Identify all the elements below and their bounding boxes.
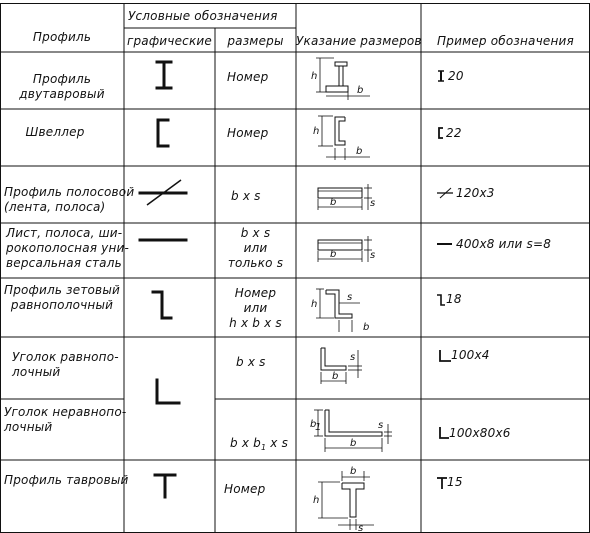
row-sizes: b x s: [236, 355, 266, 369]
row-name: Уголок равнопо- лочный: [12, 350, 119, 379]
svg-text:b: b: [310, 419, 317, 430]
svg-text:s: s: [378, 420, 384, 431]
t-profile-icon: [155, 475, 175, 497]
row-name: Профиль двутавровый: [19, 72, 105, 101]
svg-text:b: b: [350, 466, 357, 477]
svg-text:s: s: [350, 352, 356, 363]
strip-dimension-sketch: [318, 184, 375, 210]
svg-text:b: b: [332, 371, 339, 382]
row-sizes: b x s: [231, 189, 261, 203]
sizes-b: b x b: [230, 436, 261, 450]
svg-text:s: s: [358, 523, 364, 533]
svg-text:b: b: [350, 438, 357, 449]
svg-text:b: b: [363, 322, 370, 333]
subscript-1: 1: [315, 422, 322, 433]
row-example: 20: [448, 69, 464, 83]
svg-text:s: s: [370, 198, 376, 209]
svg-text:h: h: [313, 126, 320, 137]
i-beam-icon: [157, 62, 171, 88]
header-example: Пример обозначения: [437, 34, 574, 48]
svg-text:b: b: [330, 197, 337, 208]
sizes-subscript: 1: [261, 443, 267, 452]
svg-text:h: h: [313, 495, 320, 506]
t-profile-dimension-sketch: [313, 466, 374, 533]
row-name: Профиль тавровый: [4, 473, 129, 487]
header-symbols: Условные обозначения: [128, 9, 278, 23]
row-name: Лист, полоса, ши- рокополосная уни- версальная сталь: [6, 226, 130, 270]
svg-text:b: b: [330, 249, 337, 260]
svg-text:h: h: [311, 71, 318, 82]
row-sizes: Номер или h x b x s: [229, 286, 282, 330]
header-sizes: размеры: [227, 34, 284, 48]
row-example: 100x80x6: [449, 426, 511, 440]
row-sizes: Номер: [227, 70, 269, 84]
strip-slash-icon: [140, 180, 186, 205]
header-dims: Указание размеров: [296, 34, 422, 48]
example-angle-icon: [440, 427, 449, 438]
svg-text:b: b: [356, 146, 363, 157]
row-name: Уголок неравнопо- лочный: [4, 405, 127, 434]
row-example: 15: [447, 475, 463, 489]
row-example: 100x4: [451, 348, 490, 362]
channel-dimension-sketch: [313, 116, 370, 160]
example-z-profile-icon: [437, 295, 445, 305]
row-sizes: Номер: [227, 126, 269, 140]
angle-icon: [157, 380, 179, 403]
svg-text:s: s: [347, 292, 353, 303]
row-name: Профиль зетовый равнополочный: [3, 283, 121, 312]
sheet-dimension-sketch: [318, 236, 375, 262]
row-sizes: [222, 421, 294, 452]
row-example: 22: [446, 126, 462, 140]
header-profile: Профиль: [32, 30, 92, 44]
z-profile-dimension-sketch: [311, 289, 369, 333]
example-strip-slash-icon: [437, 188, 453, 198]
example-t-profile-icon: [437, 478, 447, 489]
header-graphic: графические: [126, 34, 213, 48]
i-beam-dimension-sketch: [311, 58, 370, 100]
channel-icon: [158, 120, 168, 146]
z-profile-icon: [153, 292, 171, 318]
sizes-rest: x s: [266, 436, 289, 450]
row-sizes: b x s или только s: [227, 226, 284, 270]
unequal-angle-dimension-sketch: [310, 410, 392, 452]
equal-angle-dimension-sketch: [321, 348, 362, 384]
row-name: Профиль полосовой (лента, полоса): [4, 185, 135, 214]
example-angle-icon: [440, 350, 451, 361]
svg-text:h: h: [311, 299, 318, 310]
row-example: 400x8 или s=8: [456, 237, 552, 251]
row-sizes: Номер: [224, 482, 266, 496]
svg-text:s: s: [370, 250, 376, 261]
row-name: Швеллер: [25, 125, 85, 139]
row-example: 120x3: [456, 186, 495, 200]
row-example: 18: [446, 292, 462, 306]
svg-text:b: b: [357, 85, 364, 96]
example-i-beam-icon: [438, 71, 444, 81]
example-channel-icon: [439, 128, 443, 138]
